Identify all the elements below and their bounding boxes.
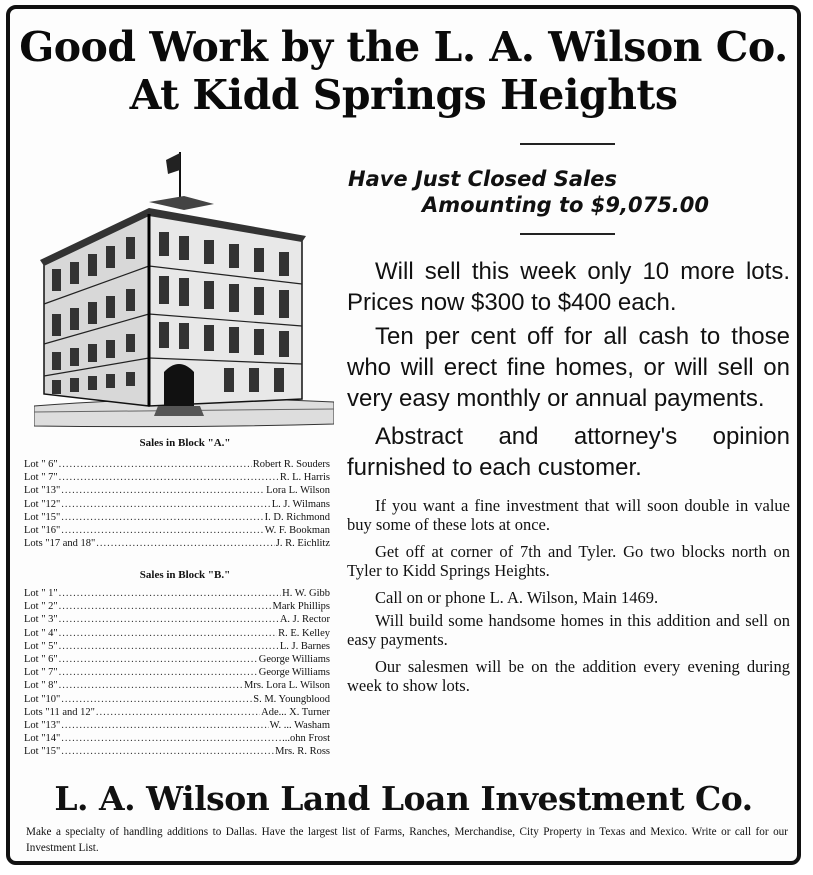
buyer-name: Mark Phillips xyxy=(272,601,330,613)
leader-dots xyxy=(59,627,277,640)
lot-number: Lot "16" xyxy=(24,525,61,537)
paragraph-homes: Will build some handsome homes in this addition and sell on easy payments. xyxy=(347,611,790,649)
paragraph-directions: Get off at corner of 7th and Tyler. Go two blocks north on Tyler to Kidd Springs Heights. xyxy=(347,542,790,580)
lot-number: Lot " 6" xyxy=(24,654,58,666)
block-a-lot-list xyxy=(24,458,330,550)
buyer-name: W. ... Washam xyxy=(269,720,330,732)
lot-row xyxy=(24,627,330,640)
buyer-name: S. M. Youngblood xyxy=(253,693,330,705)
subhead-line-1: Have Just Closed Sales xyxy=(348,167,617,191)
buyer-name: R. E. Kelley xyxy=(278,627,330,639)
buyer-name: L. J. Barnes xyxy=(279,640,330,652)
paragraph-salesmen: Our salesmen will be on the addition every evening during week to show lots. xyxy=(347,657,790,695)
buyer-name: George Williams xyxy=(258,667,330,679)
lot-row xyxy=(24,640,330,653)
lot-number: Lots "17 and 18" xyxy=(24,538,96,550)
leader-dots xyxy=(59,471,279,484)
lot-row xyxy=(24,511,330,524)
lot-row xyxy=(24,653,330,666)
lot-row xyxy=(24,745,330,758)
rule-top xyxy=(520,143,615,145)
leader-dots xyxy=(59,458,252,471)
lot-number: Lot " 2" xyxy=(24,601,58,613)
lot-number: Lot "15" xyxy=(24,511,61,523)
lot-number: Lot "10" xyxy=(24,693,61,705)
paragraph-abstract: Abstract and attorney's opinion furnished to each customer. xyxy=(347,423,790,481)
leader-dots xyxy=(96,706,260,719)
leader-dots xyxy=(61,732,281,745)
buyer-name: H. W. Gibb xyxy=(282,588,330,599)
leader-dots xyxy=(61,524,263,537)
leader-dots xyxy=(59,653,258,666)
lot-number: Lot "15" xyxy=(24,746,61,758)
lot-row xyxy=(24,458,330,471)
leader-dots xyxy=(59,600,272,613)
lot-row xyxy=(24,613,330,626)
lot-number: Lot " 7" xyxy=(24,667,58,679)
lot-number: Lot "14" xyxy=(24,733,61,745)
buyer-name: L. J. Wilmans xyxy=(271,498,330,510)
headline-line-2: At Kidd Springs Heights xyxy=(129,71,678,119)
leader-dots xyxy=(61,719,268,732)
block-b-title: Sales in Block "B." xyxy=(139,569,231,581)
footer-company-name: L. A. Wilson Land Loan Investment Co. xyxy=(54,779,753,818)
buyer-name: Ade... X. Turner xyxy=(261,706,330,718)
subhead-line-2: Amounting to $9,075.00 xyxy=(422,193,710,217)
block-a-title: Sales in Block "A." xyxy=(139,437,231,449)
lot-number: Lot " 6" xyxy=(24,459,58,470)
leader-dots xyxy=(59,666,258,679)
paragraph-phone: Call on or phone L. A. Wilson, Main 1469. xyxy=(375,588,659,607)
lot-row xyxy=(24,706,330,719)
footer-description: Make a specialty of handling additions to Dallas. Have the largest list of Farms, Ranches, Merchandise, City Property in Texas and Mexico. Write or call for our Investment List. xyxy=(26,826,788,854)
buyer-name: I. D. Richmond xyxy=(264,511,330,523)
lot-row xyxy=(24,537,330,550)
lot-row xyxy=(24,732,330,745)
lot-row xyxy=(24,719,330,732)
buyer-name: Mrs. R. Ross xyxy=(275,746,330,758)
leader-dots xyxy=(59,587,282,600)
buyer-name: George Williams xyxy=(258,654,330,666)
rule-middle xyxy=(520,233,615,235)
lot-row xyxy=(24,471,330,484)
leader-dots xyxy=(61,484,265,497)
lot-row xyxy=(24,484,330,497)
lot-row xyxy=(24,693,330,706)
leader-dots xyxy=(61,693,252,706)
lot-row xyxy=(24,587,330,600)
buyer-name: R. L. Harris xyxy=(279,472,330,484)
buyer-name: Lora L. Wilson xyxy=(266,485,330,497)
lot-number: Lot " 3" xyxy=(24,614,58,626)
advertisement xyxy=(6,5,801,865)
building-illustration xyxy=(34,144,334,429)
leader-dots xyxy=(61,745,274,758)
lot-number: Lot "13" xyxy=(24,485,61,497)
lot-row xyxy=(24,666,330,679)
lot-row xyxy=(24,524,330,537)
leader-dots xyxy=(61,498,270,511)
buyer-name: Mrs. Lora L. Wilson xyxy=(244,680,330,692)
block-b-lot-list xyxy=(24,587,330,759)
paragraph-cash-discount: Ten per cent off for all cash to those who will erect fine homes, or will sell on very easy monthly or annual payments. xyxy=(347,323,790,412)
buyer-name: W. F. Bookman xyxy=(264,525,330,537)
lot-number: Lot " 5" xyxy=(24,640,58,652)
buyer-name: J. R. Eichlitz xyxy=(275,538,330,550)
lot-number: Lot " 7" xyxy=(24,472,58,484)
buyer-name: ...ohn Frost xyxy=(282,733,330,745)
lot-number: Lot " 8" xyxy=(24,680,58,692)
lot-row xyxy=(24,679,330,692)
leader-dots xyxy=(59,613,279,626)
headline-line-1: Good Work by the L. A. Wilson Co. xyxy=(19,23,788,71)
lot-number: Lot " 1" xyxy=(24,588,58,599)
leader-dots xyxy=(96,537,274,550)
paragraph-lots-price: Will sell this week only 10 more lots. Prices now $300 to $400 each. xyxy=(347,258,790,316)
lot-row xyxy=(24,498,330,511)
lot-number: Lots "11 and 12" xyxy=(24,706,95,718)
lot-number: Lot " 4" xyxy=(24,627,58,639)
leader-dots xyxy=(59,679,243,692)
body-copy xyxy=(347,256,790,695)
paragraph-investment: If you want a fine investment that will soon double in value buy some of these lots at once. xyxy=(347,496,790,534)
buyer-name: Robert R. Souders xyxy=(252,459,330,470)
buyer-name: A. J. Rector xyxy=(279,614,330,626)
lot-row xyxy=(24,600,330,613)
lot-number: Lot "12" xyxy=(24,498,61,510)
leader-dots xyxy=(61,511,263,524)
lot-number: Lot "13" xyxy=(24,720,61,732)
leader-dots xyxy=(59,640,279,653)
